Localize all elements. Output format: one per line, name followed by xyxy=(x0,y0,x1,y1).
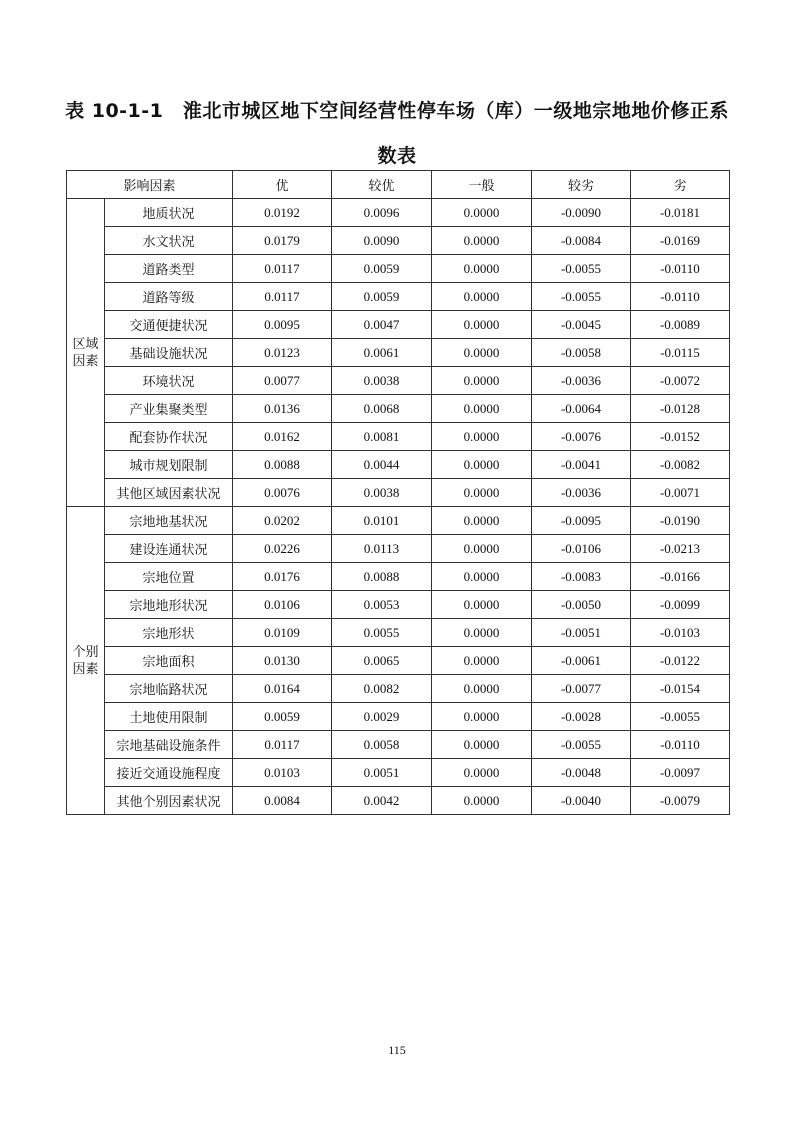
table-row xyxy=(67,535,730,563)
value-cell: 0.0084 xyxy=(233,787,332,815)
table-row xyxy=(67,283,730,311)
value-cell: 0.0103 xyxy=(233,759,332,787)
value-cell: -0.0045 xyxy=(532,311,631,339)
value-cell: 0.0081 xyxy=(332,423,432,451)
value-cell: -0.0050 xyxy=(532,591,631,619)
value-cell: -0.0152 xyxy=(631,423,730,451)
value-cell: -0.0055 xyxy=(532,255,631,283)
value-cell: 0.0000 xyxy=(432,199,532,227)
table-row xyxy=(67,479,730,507)
value-cell: -0.0154 xyxy=(631,675,730,703)
value-cell: 0.0000 xyxy=(432,759,532,787)
group-label-line: 因素 xyxy=(72,661,99,677)
value-cell: 0.0101 xyxy=(332,507,432,535)
value-cell: 0.0061 xyxy=(332,339,432,367)
header-cell: 一般 xyxy=(432,171,532,199)
value-cell: 0.0000 xyxy=(432,535,532,563)
table-title-line-1: 表 10-1-1 淮北市城区地下空间经营性停车场（库）一级地宗地地价修正系 xyxy=(65,100,729,122)
value-cell: 0.0088 xyxy=(233,451,332,479)
value-cell: 0.0000 xyxy=(432,423,532,451)
table-row xyxy=(67,507,730,535)
value-cell: -0.0055 xyxy=(532,731,631,759)
table-row xyxy=(67,367,730,395)
table-row xyxy=(67,423,730,451)
value-cell: 0.0000 xyxy=(432,395,532,423)
factor-cell: 基础设施状况 xyxy=(105,339,233,367)
value-cell: -0.0055 xyxy=(532,283,631,311)
value-cell: 0.0076 xyxy=(233,479,332,507)
table-row xyxy=(67,227,730,255)
value-cell: -0.0041 xyxy=(532,451,631,479)
value-cell: 0.0000 xyxy=(432,619,532,647)
table-row xyxy=(67,451,730,479)
value-cell: 0.0055 xyxy=(332,619,432,647)
table-row xyxy=(67,311,730,339)
value-cell: 0.0164 xyxy=(233,675,332,703)
value-cell: -0.0089 xyxy=(631,311,730,339)
value-cell: 0.0000 xyxy=(432,227,532,255)
value-cell: -0.0071 xyxy=(631,479,730,507)
table-row xyxy=(67,199,730,227)
value-cell: 0.0000 xyxy=(432,451,532,479)
table-title-line-2: 数表 xyxy=(377,145,417,167)
value-cell: -0.0110 xyxy=(631,283,730,311)
value-cell: -0.0055 xyxy=(631,703,730,731)
value-cell: -0.0122 xyxy=(631,647,730,675)
value-cell: 0.0130 xyxy=(233,647,332,675)
value-cell: 0.0090 xyxy=(332,227,432,255)
factor-cell: 宗地临路状况 xyxy=(105,675,233,703)
factor-cell: 宗地位置 xyxy=(105,563,233,591)
value-cell: 0.0176 xyxy=(233,563,332,591)
value-cell: 0.0226 xyxy=(233,535,332,563)
header-cell: 较劣 xyxy=(532,171,631,199)
value-cell: 0.0000 xyxy=(432,255,532,283)
value-cell: 0.0096 xyxy=(332,199,432,227)
factor-cell: 配套协作状况 xyxy=(105,423,233,451)
value-cell: 0.0095 xyxy=(233,311,332,339)
value-cell: 0.0202 xyxy=(233,507,332,535)
factor-cell: 城市规划限制 xyxy=(105,451,233,479)
value-cell: 0.0123 xyxy=(233,339,332,367)
value-cell: -0.0061 xyxy=(532,647,631,675)
value-cell: 0.0000 xyxy=(432,283,532,311)
factor-cell: 宗地基础设施条件 xyxy=(105,731,233,759)
value-cell: -0.0099 xyxy=(631,591,730,619)
header-cell: 影响因素 xyxy=(67,171,233,199)
land-price-correction-table xyxy=(66,170,730,815)
value-cell: -0.0115 xyxy=(631,339,730,367)
value-cell: -0.0082 xyxy=(631,451,730,479)
value-cell: 0.0000 xyxy=(432,647,532,675)
value-cell: 0.0000 xyxy=(432,507,532,535)
value-cell: -0.0028 xyxy=(532,703,631,731)
factor-cell: 其他区域因素状况 xyxy=(105,479,233,507)
header-row xyxy=(67,171,730,199)
factor-cell: 宗地面积 xyxy=(105,647,233,675)
group-label-line: 区域 xyxy=(72,336,99,352)
value-cell: 0.0044 xyxy=(332,451,432,479)
factor-cell: 宗地形状 xyxy=(105,619,233,647)
value-cell: 0.0000 xyxy=(432,367,532,395)
value-cell: 0.0058 xyxy=(332,731,432,759)
value-cell: -0.0090 xyxy=(532,199,631,227)
value-cell: 0.0117 xyxy=(233,283,332,311)
factor-cell: 道路等级 xyxy=(105,283,233,311)
value-cell: 0.0000 xyxy=(432,591,532,619)
value-cell: -0.0110 xyxy=(631,255,730,283)
factor-cell: 地质状况 xyxy=(105,199,233,227)
factor-cell: 土地使用限制 xyxy=(105,703,233,731)
factor-cell: 水文状况 xyxy=(105,227,233,255)
group-label-line: 因素 xyxy=(72,353,99,369)
value-cell: 0.0192 xyxy=(233,199,332,227)
value-cell: -0.0128 xyxy=(631,395,730,423)
value-cell: -0.0076 xyxy=(532,423,631,451)
value-cell: 0.0136 xyxy=(233,395,332,423)
value-cell: 0.0000 xyxy=(432,731,532,759)
value-cell: -0.0077 xyxy=(532,675,631,703)
value-cell: 0.0000 xyxy=(432,675,532,703)
value-cell: -0.0036 xyxy=(532,367,631,395)
table-row xyxy=(67,731,730,759)
table-row xyxy=(67,563,730,591)
value-cell: -0.0095 xyxy=(532,507,631,535)
factor-cell: 其他个别因素状况 xyxy=(105,787,233,815)
value-cell: -0.0110 xyxy=(631,731,730,759)
value-cell: 0.0000 xyxy=(432,563,532,591)
value-cell: 0.0059 xyxy=(233,703,332,731)
value-cell: 0.0106 xyxy=(233,591,332,619)
value-cell: -0.0166 xyxy=(631,563,730,591)
value-cell: -0.0190 xyxy=(631,507,730,535)
factor-cell: 产业集聚类型 xyxy=(105,395,233,423)
value-cell: -0.0084 xyxy=(532,227,631,255)
value-cell: 0.0000 xyxy=(432,703,532,731)
value-cell: 0.0059 xyxy=(332,283,432,311)
table-row xyxy=(67,395,730,423)
value-cell: -0.0083 xyxy=(532,563,631,591)
value-cell: -0.0051 xyxy=(532,619,631,647)
group-label-line: 个别 xyxy=(72,644,99,660)
header-cell: 较优 xyxy=(332,171,432,199)
header-cell: 劣 xyxy=(631,171,730,199)
value-cell: -0.0040 xyxy=(532,787,631,815)
group-label xyxy=(67,199,105,507)
value-cell: -0.0036 xyxy=(532,479,631,507)
value-cell: 0.0000 xyxy=(432,787,532,815)
header-cell: 优 xyxy=(233,171,332,199)
value-cell: -0.0058 xyxy=(532,339,631,367)
value-cell: 0.0117 xyxy=(233,731,332,759)
value-cell: 0.0042 xyxy=(332,787,432,815)
table-row xyxy=(67,591,730,619)
factor-cell: 建设连通状况 xyxy=(105,535,233,563)
value-cell: 0.0029 xyxy=(332,703,432,731)
value-cell: -0.0064 xyxy=(532,395,631,423)
table-row xyxy=(67,619,730,647)
factor-cell: 宗地地基状况 xyxy=(105,507,233,535)
value-cell: 0.0068 xyxy=(332,395,432,423)
value-cell: -0.0181 xyxy=(631,199,730,227)
table-body xyxy=(67,199,730,815)
value-cell: 0.0179 xyxy=(233,227,332,255)
value-cell: -0.0103 xyxy=(631,619,730,647)
value-cell: 0.0162 xyxy=(233,423,332,451)
value-cell: 0.0059 xyxy=(332,255,432,283)
value-cell: 0.0000 xyxy=(432,339,532,367)
page-number: 115 xyxy=(388,1043,406,1057)
factor-cell: 环境状况 xyxy=(105,367,233,395)
table-row xyxy=(67,787,730,815)
value-cell: 0.0109 xyxy=(233,619,332,647)
value-cell: -0.0097 xyxy=(631,759,730,787)
value-cell: 0.0088 xyxy=(332,563,432,591)
table-row xyxy=(67,703,730,731)
value-cell: 0.0051 xyxy=(332,759,432,787)
value-cell: 0.0117 xyxy=(233,255,332,283)
factor-cell: 交通便捷状况 xyxy=(105,311,233,339)
table-row xyxy=(67,339,730,367)
table-row xyxy=(67,759,730,787)
value-cell: -0.0106 xyxy=(532,535,631,563)
value-cell: 0.0053 xyxy=(332,591,432,619)
value-cell: -0.0169 xyxy=(631,227,730,255)
value-cell: 0.0038 xyxy=(332,367,432,395)
value-cell: 0.0038 xyxy=(332,479,432,507)
value-cell: -0.0213 xyxy=(631,535,730,563)
value-cell: 0.0000 xyxy=(432,311,532,339)
value-cell: 0.0000 xyxy=(432,479,532,507)
factor-cell: 接近交通设施程度 xyxy=(105,759,233,787)
table-row xyxy=(67,647,730,675)
value-cell: -0.0079 xyxy=(631,787,730,815)
value-cell: -0.0072 xyxy=(631,367,730,395)
group-label xyxy=(67,507,105,815)
factor-cell: 道路类型 xyxy=(105,255,233,283)
value-cell: 0.0077 xyxy=(233,367,332,395)
value-cell: 0.0065 xyxy=(332,647,432,675)
table-row xyxy=(67,255,730,283)
table-row xyxy=(67,675,730,703)
value-cell: -0.0048 xyxy=(532,759,631,787)
value-cell: 0.0047 xyxy=(332,311,432,339)
value-cell: 0.0082 xyxy=(332,675,432,703)
value-cell: 0.0113 xyxy=(332,535,432,563)
factor-cell: 宗地地形状况 xyxy=(105,591,233,619)
